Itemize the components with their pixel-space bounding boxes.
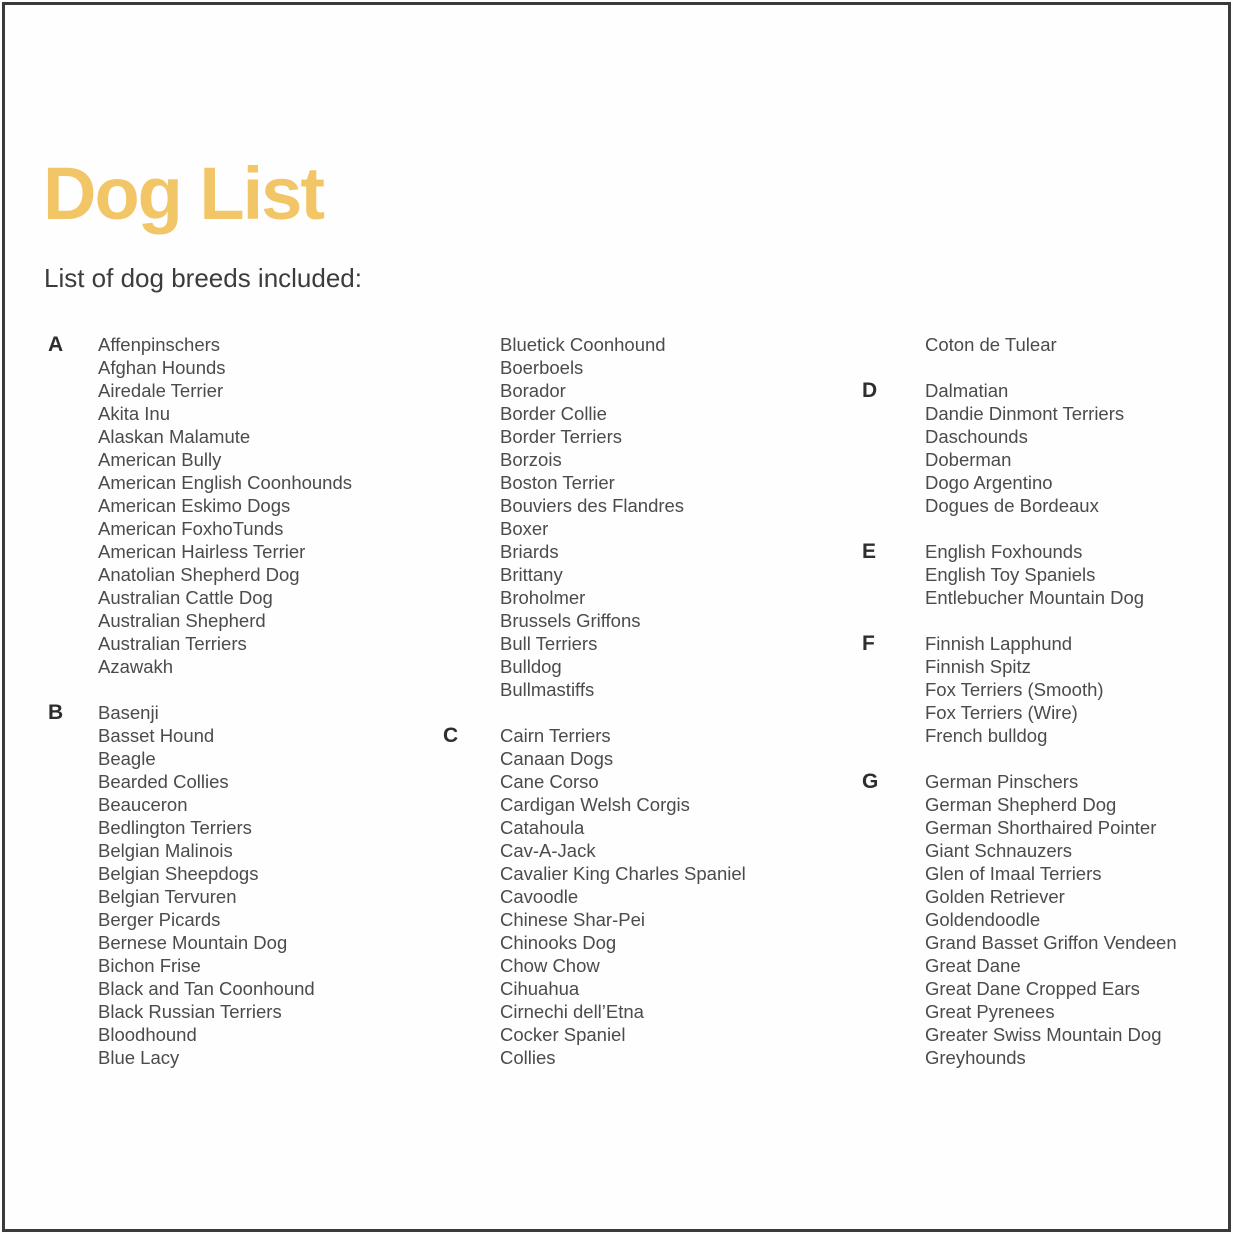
breed-section-b	[48, 701, 352, 1069]
breed-item: American Eskimo Dogs	[98, 495, 291, 516]
section-letter: F	[862, 632, 875, 655]
breed-item: Boston Terrier	[500, 472, 615, 493]
breed-item: Great Dane	[925, 955, 1021, 976]
breed-item: Bloodhound	[98, 1024, 197, 1045]
breed-item: Chinese Shar-Pei	[500, 909, 645, 930]
breed-item: Australian Shepherd	[98, 610, 266, 631]
breed-column-3	[862, 333, 1177, 1092]
section-letter: G	[862, 770, 879, 793]
breed-list	[500, 724, 746, 1069]
breed-item: Border Terriers	[500, 426, 623, 447]
breed-item: Dogo Argentino	[925, 472, 1053, 493]
breed-item: Chinooks Dog	[500, 932, 617, 953]
page-subtitle: List of dog breeds included:	[44, 263, 362, 293]
breed-item: Australian Terriers	[98, 633, 247, 654]
breed-item: Beagle	[98, 748, 156, 769]
breed-item: Bull Terriers	[500, 633, 598, 654]
section-letter: D	[862, 379, 878, 402]
breed-item: French bulldog	[925, 725, 1048, 746]
breed-item: Greater Swiss Mountain Dog	[925, 1024, 1162, 1045]
breed-item: Bouviers des Flandres	[500, 495, 685, 516]
breed-list	[925, 333, 1057, 356]
breed-item: Cavalier King Charles Spaniel	[500, 863, 746, 884]
breed-item: Dandie Dinmont Terriers	[925, 403, 1125, 424]
breed-item: Basenji	[98, 702, 159, 723]
breed-section-d	[862, 379, 1177, 517]
breed-item: Bullmastiffs	[500, 679, 595, 700]
breed-item: Borzois	[500, 449, 562, 470]
breed-item: Azawakh	[98, 656, 174, 677]
breed-section-f	[862, 632, 1177, 747]
section-letter	[862, 333, 925, 356]
breed-item: Borador	[500, 380, 566, 401]
breed-item: Berger Picards	[98, 909, 221, 930]
section-letter: E	[862, 540, 877, 563]
breed-item: Akita Inu	[98, 403, 170, 424]
breed-item: Fox Terriers (Smooth)	[925, 679, 1104, 700]
breed-list	[98, 701, 315, 1069]
breed-item: Great Dane Cropped Ears	[925, 978, 1140, 999]
breed-item: Bearded Collies	[98, 771, 229, 792]
breed-list	[98, 333, 352, 678]
breed-item: Belgian Tervuren	[98, 886, 237, 907]
breed-item: Finnish Lapphund	[925, 633, 1073, 654]
breed-item: Collies	[500, 1047, 556, 1068]
breed-item: Alaskan Malamute	[98, 426, 251, 447]
breed-item: Cavoodle	[500, 886, 579, 907]
breed-item: Blue Lacy	[98, 1047, 180, 1068]
breed-item: Bernese Mountain Dog	[98, 932, 288, 953]
breed-item: Bulldog	[500, 656, 562, 677]
breed-item: Briards	[500, 541, 559, 562]
breed-item: Finnish Spitz	[925, 656, 1031, 677]
breed-item: Greyhounds	[925, 1047, 1026, 1068]
breed-section-continued	[443, 333, 746, 701]
section-letter: B	[48, 701, 64, 724]
breed-column-1	[48, 333, 352, 1092]
breed-item: Brittany	[500, 564, 563, 585]
section-letter	[443, 333, 500, 701]
breed-item: Coton de Tulear	[925, 334, 1057, 355]
breed-item: Brussels Griffons	[500, 610, 641, 631]
breed-item: Catahoula	[500, 817, 585, 838]
breed-item: Bichon Frise	[98, 955, 201, 976]
breed-item: English Foxhounds	[925, 541, 1083, 562]
breed-item: Black Russian Terriers	[98, 1001, 282, 1022]
breed-list	[925, 379, 1124, 517]
breed-list	[925, 770, 1177, 1069]
page-title: Dog List	[43, 152, 323, 235]
breed-item: German Shepherd Dog	[925, 794, 1117, 815]
breed-item: Bluetick Coonhound	[500, 334, 666, 355]
breed-item: Cardigan Welsh Corgis	[500, 794, 690, 815]
breed-item: Grand Basset Griffon Vendeen	[925, 932, 1177, 953]
breed-section-continued	[862, 333, 1177, 356]
breed-item: Afghan Hounds	[98, 357, 226, 378]
breed-item: Glen of Imaal Terriers	[925, 863, 1102, 884]
section-letter: A	[48, 333, 64, 356]
breed-item: Belgian Sheepdogs	[98, 863, 259, 884]
breed-item: German Shorthaired Pointer	[925, 817, 1157, 838]
breed-item: Australian Cattle Dog	[98, 587, 273, 608]
section-letter: C	[443, 724, 459, 747]
breed-item: German Pinschers	[925, 771, 1079, 792]
breed-item: American English Coonhounds	[98, 472, 353, 493]
breed-item: Black and Tan Coonhound	[98, 978, 315, 999]
breed-list	[925, 632, 1104, 747]
breed-item: American Hairless Terrier	[98, 541, 306, 562]
breed-section-e	[862, 540, 1177, 609]
breed-section-g	[862, 770, 1177, 1069]
breed-item: American FoxhoTunds	[98, 518, 284, 539]
breed-column-2	[443, 333, 746, 1092]
breed-item: Boerboels	[500, 357, 584, 378]
breed-item: Entlebucher Mountain Dog	[925, 587, 1145, 608]
breed-item: Goldendoodle	[925, 909, 1041, 930]
breed-item: Border Collie	[500, 403, 607, 424]
breed-item: Affenpinschers	[98, 334, 221, 355]
breed-item: Canaan Dogs	[500, 748, 614, 769]
breed-item: Dogues de Bordeaux	[925, 495, 1099, 516]
breed-item: Fox Terriers (Wire)	[925, 702, 1078, 723]
breed-item: Broholmer	[500, 587, 586, 608]
breed-item: Giant Schnauzers	[925, 840, 1073, 861]
breed-item: Cane Corso	[500, 771, 599, 792]
breed-item: Beauceron	[98, 794, 188, 815]
breed-item: Cihuahua	[500, 978, 580, 999]
breed-item: Golden Retriever	[925, 886, 1065, 907]
breed-item: Cav-A-Jack	[500, 840, 596, 861]
breed-item: Dalmatian	[925, 380, 1009, 401]
breed-section-a	[48, 333, 352, 678]
breed-section-c	[443, 724, 746, 1069]
breed-item: Daschounds	[925, 426, 1028, 447]
breed-item: Airedale Terrier	[98, 380, 224, 401]
breed-item: Cirnechi dell’Etna	[500, 1001, 644, 1022]
breed-item: Doberman	[925, 449, 1012, 470]
breed-item: Bedlington Terriers	[98, 817, 252, 838]
breed-item: Great Pyrenees	[925, 1001, 1055, 1022]
breed-item: English Toy Spaniels	[925, 564, 1096, 585]
breed-item: Anatolian Shepherd Dog	[98, 564, 300, 585]
breed-list	[925, 540, 1144, 609]
breed-list	[500, 333, 684, 701]
breed-item: Basset Hound	[98, 725, 215, 746]
breed-item: Chow Chow	[500, 955, 600, 976]
breed-item: Belgian Malinois	[98, 840, 233, 861]
breed-item: Boxer	[500, 518, 549, 539]
breed-item: American Bully	[98, 449, 222, 470]
breed-item: Cairn Terriers	[500, 725, 611, 746]
breed-item: Cocker Spaniel	[500, 1024, 626, 1045]
